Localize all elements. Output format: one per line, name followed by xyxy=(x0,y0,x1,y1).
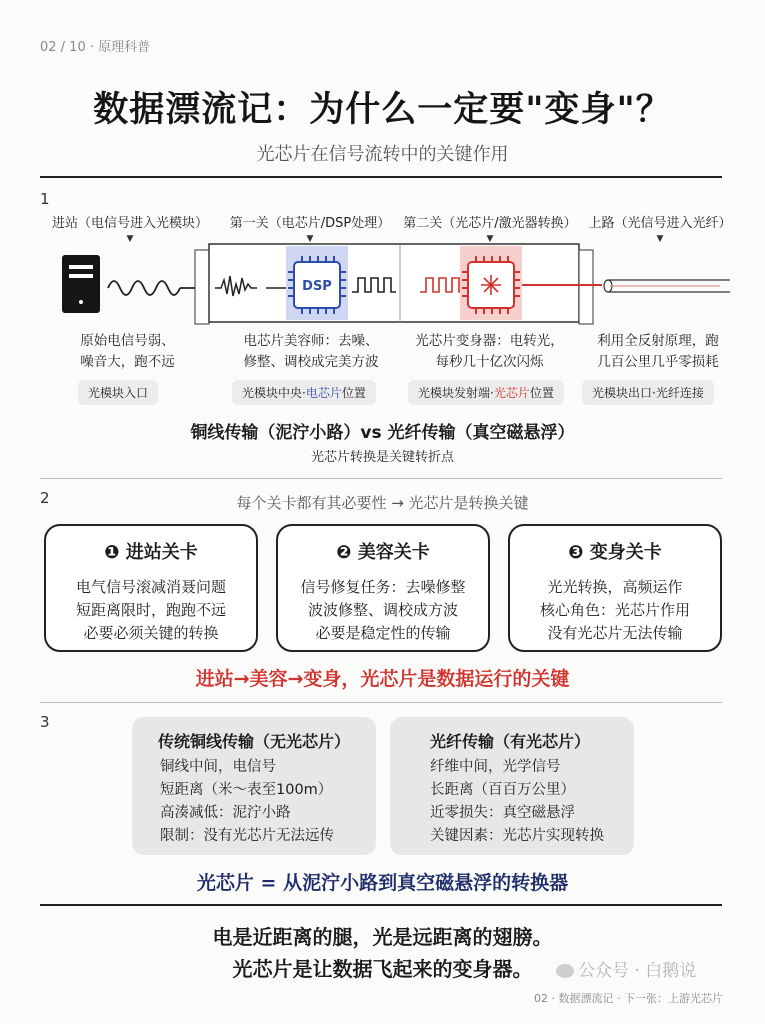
location-pill-first: 光模块中央·电芯片位置 xyxy=(232,380,376,405)
footer-text: 02 · 数据漂流记 · 下一张：上游光芯片 xyxy=(534,992,723,1005)
divider-1 xyxy=(40,478,722,479)
section-3-number: 3 xyxy=(40,713,50,731)
electrical-wave xyxy=(108,281,180,295)
copper-title: 传统铜线传输（无光芯片） xyxy=(158,732,351,751)
card-title: ❶ 进站关卡 xyxy=(104,542,198,563)
down-arrow-icon: ▼ xyxy=(656,234,664,244)
fiber-comparison-box xyxy=(390,717,634,855)
server-icon xyxy=(62,255,100,313)
location-pill-road: 光模块出口·光纤连接 xyxy=(582,380,714,405)
stage-desc-second: 光芯片变身器：电转光， 每秒几十亿次闪烁 xyxy=(415,333,564,370)
card-transform xyxy=(508,524,722,652)
location-pill-second: 光模块发射端·光芯片位置 xyxy=(408,380,564,405)
card-title: ❸ 变身关卡 xyxy=(568,542,662,563)
signal-path-diagram xyxy=(40,240,730,325)
page-subtitle: 光芯片在信号流转中的关键作用 xyxy=(256,144,509,165)
comparison-subline: 光芯片转换是关键转折点 xyxy=(310,450,454,465)
wechat-icon xyxy=(556,964,574,978)
stage-desc-entry: 原始电信号弱、 噪音大，跑不远 xyxy=(80,333,175,370)
stage-desc-road: 利用全反射原理，跑 几百公里几乎零损耗 xyxy=(597,333,719,370)
section-2-heading: 每个关卡都有其必要性 → 光芯片是转换关键 xyxy=(236,494,529,512)
down-arrow-icon: ▼ xyxy=(126,234,134,244)
page-title: 数据漂流记：为什么一定要"变身"？ xyxy=(93,89,672,130)
copper-lines: 铜线中间，电信号 短距离（米～表至100m） 高湊减低：泥泞小路 限制：没有光芯片无法远传 xyxy=(160,759,334,844)
closing-line-1: 电是近距离的腿，光是远距离的翅膀。 xyxy=(212,925,553,949)
card-body: 光光转换，高频运作 核心角色：光芯片作用 没有光芯片无法传输 xyxy=(539,578,690,642)
card-body: 电气信号滚减消聂问题 短距离限时，跑跑不远 必要必须关键的转换 xyxy=(75,578,226,642)
stage-label-entry: 进站（电信号进入光模块） xyxy=(51,216,208,231)
stage-label-first: 第一关（电芯片/DSP处理） xyxy=(229,216,391,231)
location-pill-entry: 光模块入口 xyxy=(78,380,158,405)
dsp-chip-icon xyxy=(286,246,348,320)
section-2-number: 2 xyxy=(40,489,50,507)
down-arrow-icon: ▼ xyxy=(306,234,314,244)
copper-comparison-box xyxy=(132,717,376,855)
divider-bottom xyxy=(40,904,722,906)
fiber-cable xyxy=(604,280,730,292)
section-2-conclusion: 进站→美容→变身，光芯片是数据运行的关键 xyxy=(195,668,570,690)
card-body: 信号修复任务：去噪修整 波波修整、调校成方波 必要是稳定性的传输 xyxy=(300,578,466,642)
card-entry xyxy=(44,524,258,652)
fiber-title: 光纤传输（有光芯片） xyxy=(430,732,591,751)
card-beauty xyxy=(276,524,490,652)
divider-top xyxy=(40,176,722,178)
stage-label-second: 第二关（光芯片/激光器转换） xyxy=(403,216,577,231)
dsp-label: DSP xyxy=(302,279,332,294)
stage-desc-first: 电芯片美容师：去噪、 修整、调校成完美方波 xyxy=(243,333,379,370)
page-number: 02 / 10 · 原理科普 xyxy=(40,40,151,55)
laser-chip-icon xyxy=(460,246,522,320)
section-3-summary: 光芯片 = 从泥泞小路到真空磁悬浮的转换器 xyxy=(196,872,569,894)
stage-label-road: 上路（光信号进入光纤） xyxy=(588,216,732,231)
watermark: 公众号 · 白鹅说 xyxy=(556,956,696,981)
fiber-lines: 纤维中间，光学信号 长距离（百百万公里） 近零损失：真空磁悬浮 关键因素：光芯片实现转换 xyxy=(430,759,604,844)
comparison-line: 铜线传输（泥泞小路）vs 光纤传输（真空磁悬浮） xyxy=(190,423,575,443)
section-1-number: 1 xyxy=(40,190,50,208)
card-title: ❷ 美容关卡 xyxy=(336,542,430,563)
closing-line-2: 光芯片是让数据飞起来的变身器。 xyxy=(232,957,533,981)
divider-2 xyxy=(40,702,722,703)
down-arrow-icon: ▼ xyxy=(486,234,494,244)
